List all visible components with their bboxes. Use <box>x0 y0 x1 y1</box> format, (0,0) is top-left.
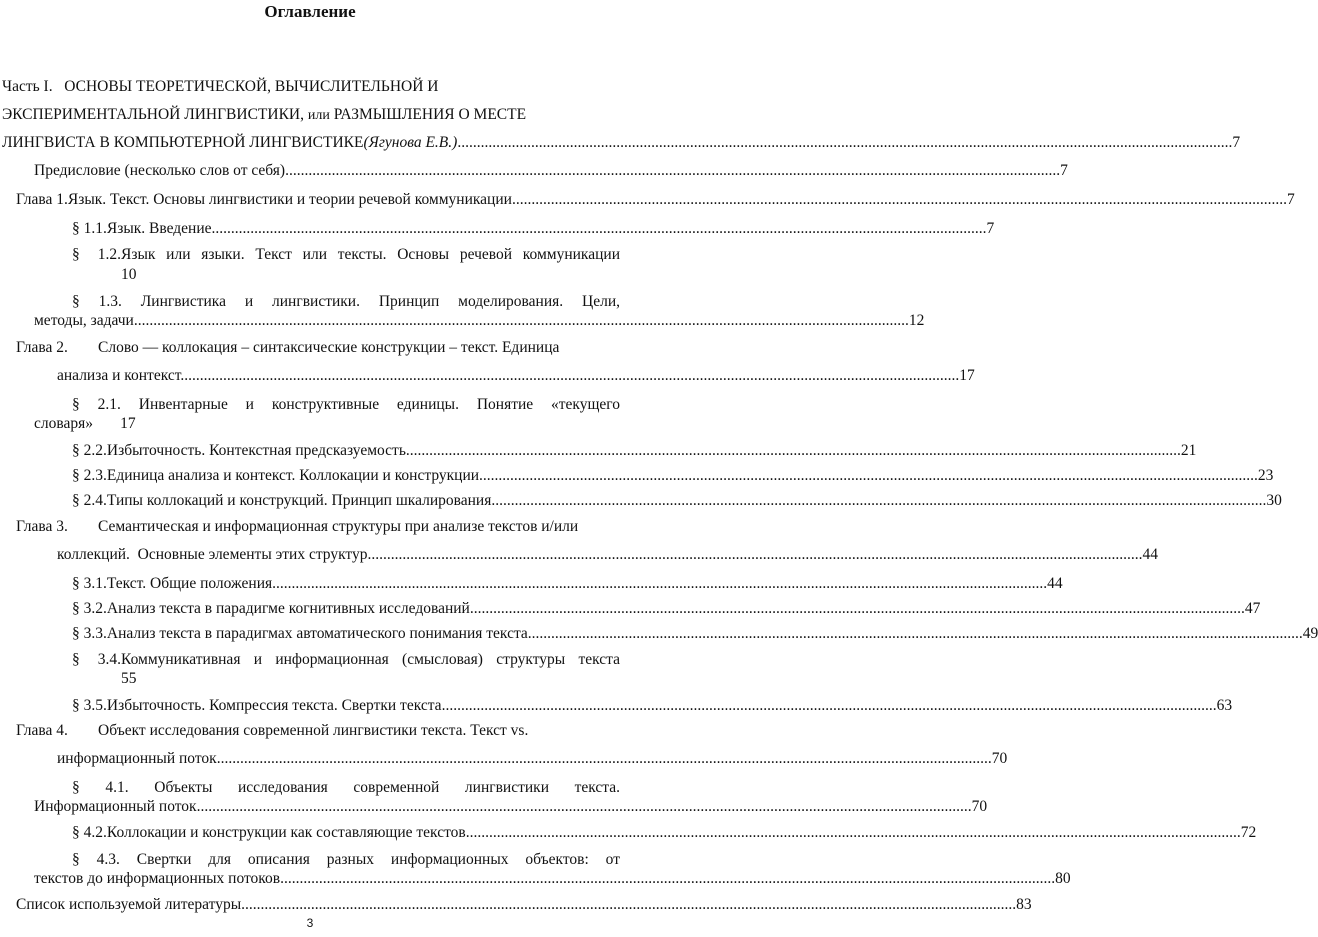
s43-text: Свертки для описания разных информационных объектов: от <box>136 851 620 868</box>
s11-num: § 1.1. <box>72 220 107 237</box>
s35-num: § 3.5. <box>72 697 107 714</box>
part-label: Часть I. <box>2 78 53 95</box>
ch3-page: 44 <box>1142 546 1158 563</box>
page-number: 3 <box>306 916 314 930</box>
ch2-page: 17 <box>959 367 975 384</box>
s13-page: 12 <box>908 312 925 329</box>
preface-text: Предисловие (несколько слов от себя) <box>34 162 286 179</box>
s23-text: Единица анализа и контекст. Коллокации и конструкции. <box>106 467 483 484</box>
s12-text: Язык или языки. Текст или тексты. Основы речевой коммуникации <box>121 246 620 263</box>
ch4-text2: информационный поток <box>57 750 217 767</box>
s42-num: § 4.2. <box>72 824 107 841</box>
s43-text2: текстов до информационных потоков <box>34 870 281 887</box>
s21-text: Инвентарные и конструктивные единицы. Понятие «текущего <box>138 396 621 413</box>
part-line-2 <box>2 105 526 126</box>
s42-text: Коллокации и конструкции как составляющие текстов <box>106 824 466 841</box>
toc-entry-2-2[interactable] <box>72 441 1197 461</box>
ch3-text2: коллекций. Основные элементы этих структур <box>57 546 368 563</box>
s21-num: § 2.1. <box>72 396 121 413</box>
s24-num: § 2.4. <box>72 492 107 509</box>
s21-text2: словаря» <box>34 415 93 432</box>
ch3-num: Глава 3. <box>16 518 68 535</box>
ch4-text: Объект исследования современной лингвистики текста. Текст vs. <box>98 722 529 739</box>
s11-page: 7 <box>986 220 995 237</box>
part-line-3[interactable] <box>2 133 1241 153</box>
ch4-page: 70 <box>991 750 1008 767</box>
s34-num: § 3.4. <box>72 651 121 668</box>
s33-num: § 3.3. <box>72 625 107 642</box>
toc-entry-1-1[interactable] <box>72 219 995 239</box>
s43-page: 80 <box>1055 870 1071 887</box>
s13-num: § 1.3. <box>72 293 122 310</box>
ch2-num: Глава 2. <box>16 339 68 356</box>
part-title-line2a: ЭКСПЕРИМЕНТАЛЬНОЙ ЛИНГВИСТИКИ, <box>2 106 308 123</box>
s24-page: 30 <box>1266 492 1282 509</box>
s23-page: 23 <box>1257 467 1274 484</box>
s42-page: 72 <box>1240 824 1257 841</box>
toc-entry-references[interactable] <box>16 895 1032 915</box>
s13-text: Лингвистика и лингвистики. Принцип моделирования. Цели, <box>140 293 621 310</box>
s22-text: Избыточность. Контекстная предсказуемость <box>106 442 406 459</box>
ch2-text: Слово — коллокация – синтаксические конструкции – текст. Единица <box>98 339 560 356</box>
s12-num: § 1.2. <box>72 246 121 263</box>
s33-page: 49 <box>1302 625 1318 642</box>
toc-entry-preface[interactable] <box>34 161 1068 181</box>
ch3-text: Семантическая и информационная структуры при анализе текстов и/или <box>98 518 579 535</box>
ch4-num: Глава 4. <box>16 722 68 739</box>
s41-page: 70 <box>971 798 988 815</box>
s31-page: 44 <box>1047 575 1063 592</box>
s33-text: Анализ текста в парадигмах автоматического понимания текста <box>106 625 528 642</box>
part-title-line3: ЛИНГВИСТА В КОМПЬЮТЕРНОЙ ЛИНГВИСТИКЕ <box>2 134 364 151</box>
part-title-line1: ОСНОВЫ ТЕОРЕТИЧЕСКОЙ, ВЫЧИСЛИТЕЛЬНОЙ И <box>64 78 439 95</box>
ch1-page: 7 <box>1286 191 1295 208</box>
toc-entry-3-3[interactable] <box>72 624 1318 644</box>
s31-text: Текст. Общие положения <box>106 575 273 592</box>
s21-page: 17 <box>120 415 136 432</box>
s32-text: Анализ текста в парадигме когнитивных исследований <box>106 600 470 617</box>
toc-entry-2-4[interactable] <box>72 491 1282 511</box>
s41-num: § 4.1. <box>72 779 129 796</box>
preface-page: 7 <box>1060 162 1068 179</box>
s24-text: Типы коллокаций и конструкций. Принцип шкалирования <box>106 492 492 509</box>
s35-text: Избыточность. Компрессия текста. Свертки текста <box>106 697 442 714</box>
refs-text: Список используемой литературы <box>16 896 242 913</box>
s43-num: § 4.3. <box>72 851 120 868</box>
s34-text: Коммуникативная и информационная (смысловая) структуры текста <box>121 651 620 668</box>
ch1-num: Глава 1. <box>16 191 68 208</box>
toc-entry-2-3[interactable] <box>72 466 1274 486</box>
s31-num: § 3.1. <box>72 575 107 592</box>
s11-text: Язык. Введение <box>106 220 212 237</box>
part-title-line2c: РАЗМЫШЛЕНИЯ О МЕСТЕ <box>329 106 527 123</box>
s34-page: 55 <box>121 670 137 687</box>
s23-num: § 2.3. <box>72 467 107 484</box>
refs-page: 83 <box>1016 896 1032 913</box>
s13-text2: методы, задачи <box>34 312 134 329</box>
s22-num: § 2.2. <box>72 442 107 459</box>
ch2-text2: анализа и контекст. <box>57 367 185 384</box>
part-author: (Ягунова Е.В.) <box>363 134 458 151</box>
s22-page: 21 <box>1180 442 1197 459</box>
toc-entry-3-5[interactable] <box>72 696 1233 716</box>
toc-entry-3-2[interactable] <box>72 599 1261 619</box>
s32-page: 47 <box>1244 600 1261 617</box>
part-line-1 <box>2 77 438 97</box>
s32-num: § 3.2. <box>72 600 107 617</box>
part-title-or: или <box>307 108 330 123</box>
s35-page: 63 <box>1216 697 1233 714</box>
page-title: Оглавление <box>264 2 356 21</box>
s12-page: 10 <box>121 266 137 283</box>
toc-entry-ch1[interactable] <box>16 190 1295 210</box>
s41-text: Объекты исследования современной лингвистики текста. <box>154 779 621 796</box>
toc-entry-3-1[interactable] <box>72 574 1063 594</box>
part-page: 7 <box>1232 134 1241 151</box>
ch1-text: Язык. Текст. Основы лингвистики и теории речевой коммуникации <box>67 191 512 208</box>
toc-entry-4-2[interactable] <box>72 823 1257 843</box>
s41-text2: Информационный поток <box>34 798 197 815</box>
